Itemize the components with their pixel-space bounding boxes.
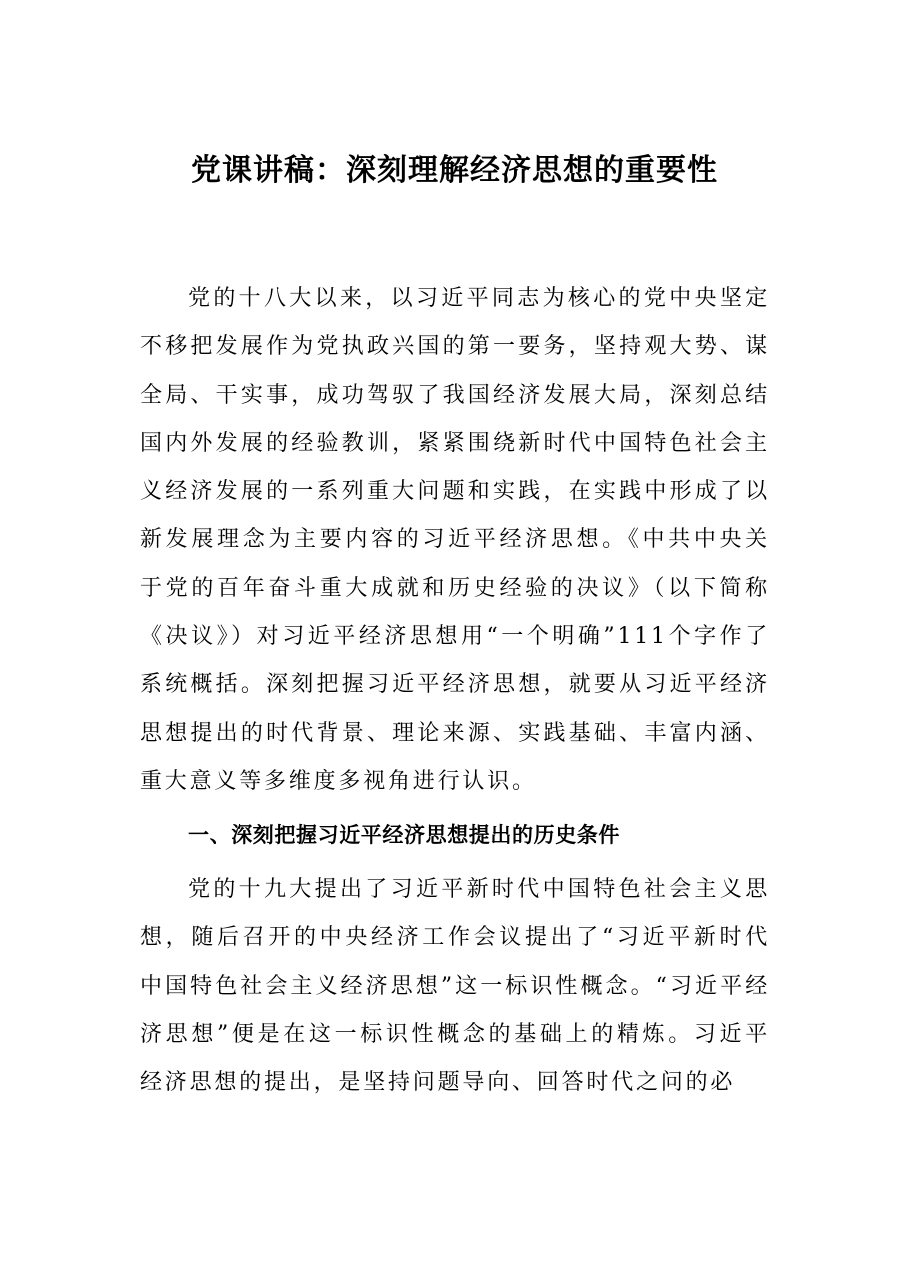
- document-title: 党课讲稿：深刻理解经济思想的重要性: [191, 153, 718, 188]
- body-paragraph-1: 党的十八大以来，以习近平同志为核心的党中央坚定不移把发展作为党执政兴国的第一要务，坚持观大势、谋全局、干实事，成功驾驭了我国经济发展大局，深刻总结国内外发展的经验教训，紧紧围绕新时代中国特色社会主义经济发展的一系列重大问题和实践，在实践中形成了以新发展理念为主要内容的习近平经济思想。《中共中央关于党的百年奋斗重大成就和历史经验的决议》（以下简称《决议》）对习近平经济思想用“一个明确”111个字作了系统概括。深刻把握习近平经济思想，就要从习近平经济思想提出的时代背景、理论来源、实践基础、丰富内涵、重大意义等多维度多视角进行认识。: [140, 286, 770, 794]
- body-paragraph-2: 党的十九大提出了习近平新时代中国特色社会主义思想，随后召开的中央经济工作会议提出了“习近平新时代中国特色社会主义经济思想”这一标识性概念。“习近平经济思想”便是在这一标识性概念的基础上的精炼。习近平经济思想的提出，是坚持问题导向、回答时代之问的必: [140, 877, 770, 1096]
- section-heading: 一、深刻把握习近平经济思想提出的历史条件: [188, 823, 620, 847]
